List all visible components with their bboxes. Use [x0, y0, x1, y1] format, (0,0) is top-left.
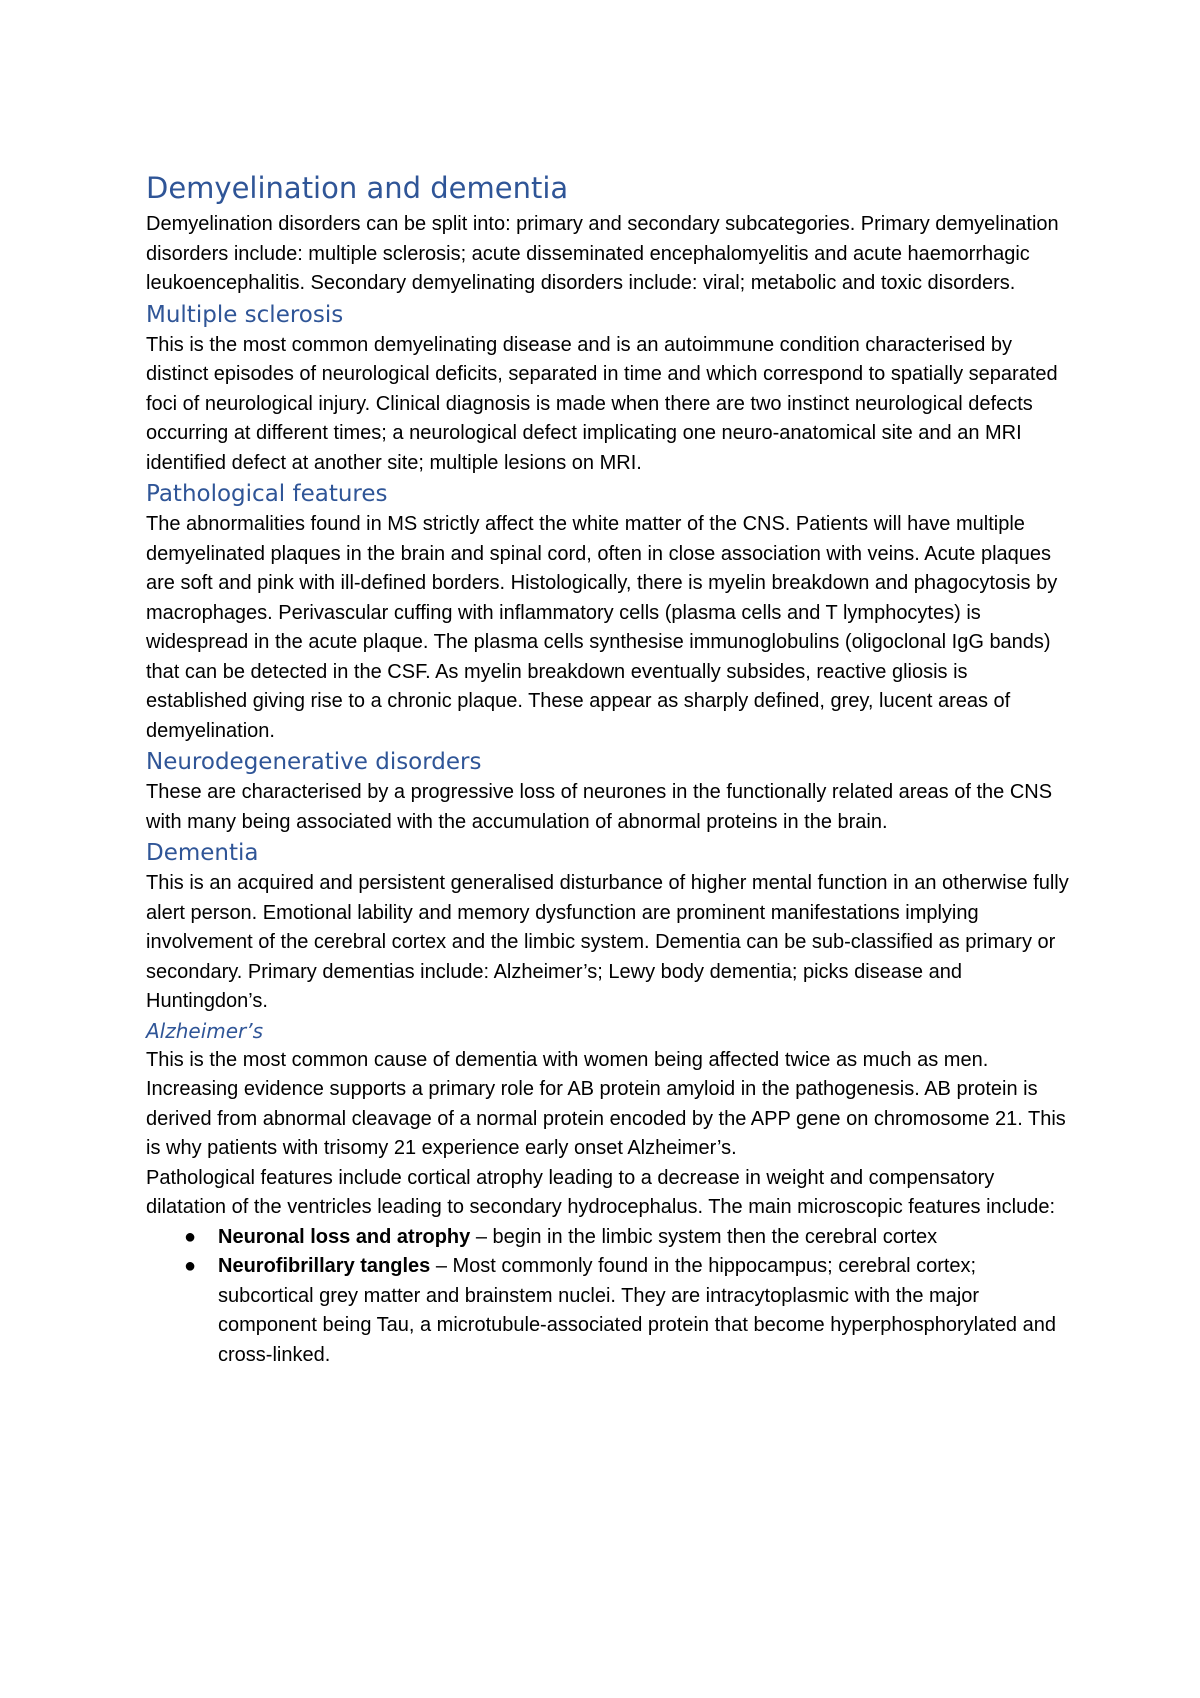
heading-multiple-sclerosis: Multiple sclerosis: [146, 301, 344, 328]
microscopic-features-list: [146, 1223, 1070, 1371]
neurodegenerative-paragraph: These are characterised by a progressive loss of neurones in the functionally related areas of the CNS with many being associated with the accumulation of abnormal proteins in the brain.: [146, 781, 1053, 833]
alzheimers-paragraph-1: This is the most common cause of dementia with women being affected twice as much as men. Increasing evidence supports a primary role for AB protein amyloid in the pathogenesis. AB protein is derived from abnormal cleavage of a normal protein encoded by the APP gene on chromosome 21. This is why patients with trisomy 21 experience early onset Alzheimer’s.: [146, 1048, 1066, 1159]
intro-paragraph: Demyelination disorders can be split into: primary and secondary subcategories. Primary demyelination disorders include: multiple sclerosis; acute disseminated encephalomyelitis and acute haemorrhagic leukoencephalitis. Secondary demyelinating disorders include: viral; metabolic and toxic disorders.: [146, 213, 1059, 294]
dementia-paragraph: This is an acquired and persistent generalised disturbance of higher mental function in an otherwise fully alert person. Emotional lability and memory dysfunction are prominent manifestations implying involvement of the cerebral cortex and the limbic system. Dementia can be sub-classified as primary or secondary. Primary dementias include: Alzheimer’s; Lewy body dementia; picks disease and Huntingdon’s.: [146, 872, 1069, 1012]
heading-dementia: Dementia: [146, 840, 259, 866]
list-item: [184, 1252, 1070, 1370]
alzheimers-paragraph-2: Pathological features include cortical atrophy leading to a decrease in weight and compensatory dilatation of the ventricles leading to secondary hydrocephalus. The main microscopic features include:: [146, 1166, 1056, 1218]
list-item-text: – begin in the limbic system then the cerebral cortex: [470, 1225, 938, 1248]
list-item-term: Neurofibrillary tangles: [218, 1255, 431, 1277]
list-item-term: Neuronal loss and atrophy: [218, 1225, 471, 1248]
list-item-text: – Most commonly found in the hippocampus; cerebral cortex; subcortical grey matter and brainstem nuclei. They are intracytoplasmic with the major component being Tau, a microtubule-associated protein that become hyperphosphorylated and cross-linked.: [218, 1255, 1056, 1366]
pathological-paragraph: The abnormalities found in MS strictly affect the white matter of the CNS. Patients will have multiple demyelinated plaques in the brain and spinal cord, often in close association with veins. Acute plaques are soft and pink with ill-defined borders. Histologically, there is myelin breakdown and phagocytosis by macrophages. Perivascular cuffing with inflammatory cells (plasma cells and T lymphocytes) is widespread in the acute plaque. The plasma cells synthesise immunoglobulins (oligoclonal IgG bands) that can be detected in the CSF. As myelin breakdown eventually subsides, reactive gliosis is established giving rise to a chronic plaque. These appear as sharply defined, grey, lucent areas of demyelination.: [146, 513, 1058, 742]
ms-paragraph: This is the most common demyelinating disease and is an autoimmune condition characterised by distinct episodes of neurological deficits, separated in time and which correspond to spatially separated foci of neurological injury. Clinical diagnosis is made when there are two instinct neurological defects occurring at different times; a neurological defect implicating one neuro-anatomical site and an MRI identified defect at another site; multiple lesions on MRI.: [146, 333, 1058, 474]
document-page: [146, 168, 1070, 1370]
heading-neurodegenerative-disorders: Neurodegenerative disorders: [146, 749, 482, 775]
heading-pathological-features: Pathological features: [146, 481, 388, 507]
page-title: Demyelination and dementia: [146, 171, 569, 205]
bullet-icon: ●: [184, 1225, 197, 1248]
bullet-icon: ●: [184, 1255, 197, 1277]
list-item: [184, 1223, 1070, 1253]
heading-alzheimers: Alzheimer’s: [146, 1018, 264, 1043]
